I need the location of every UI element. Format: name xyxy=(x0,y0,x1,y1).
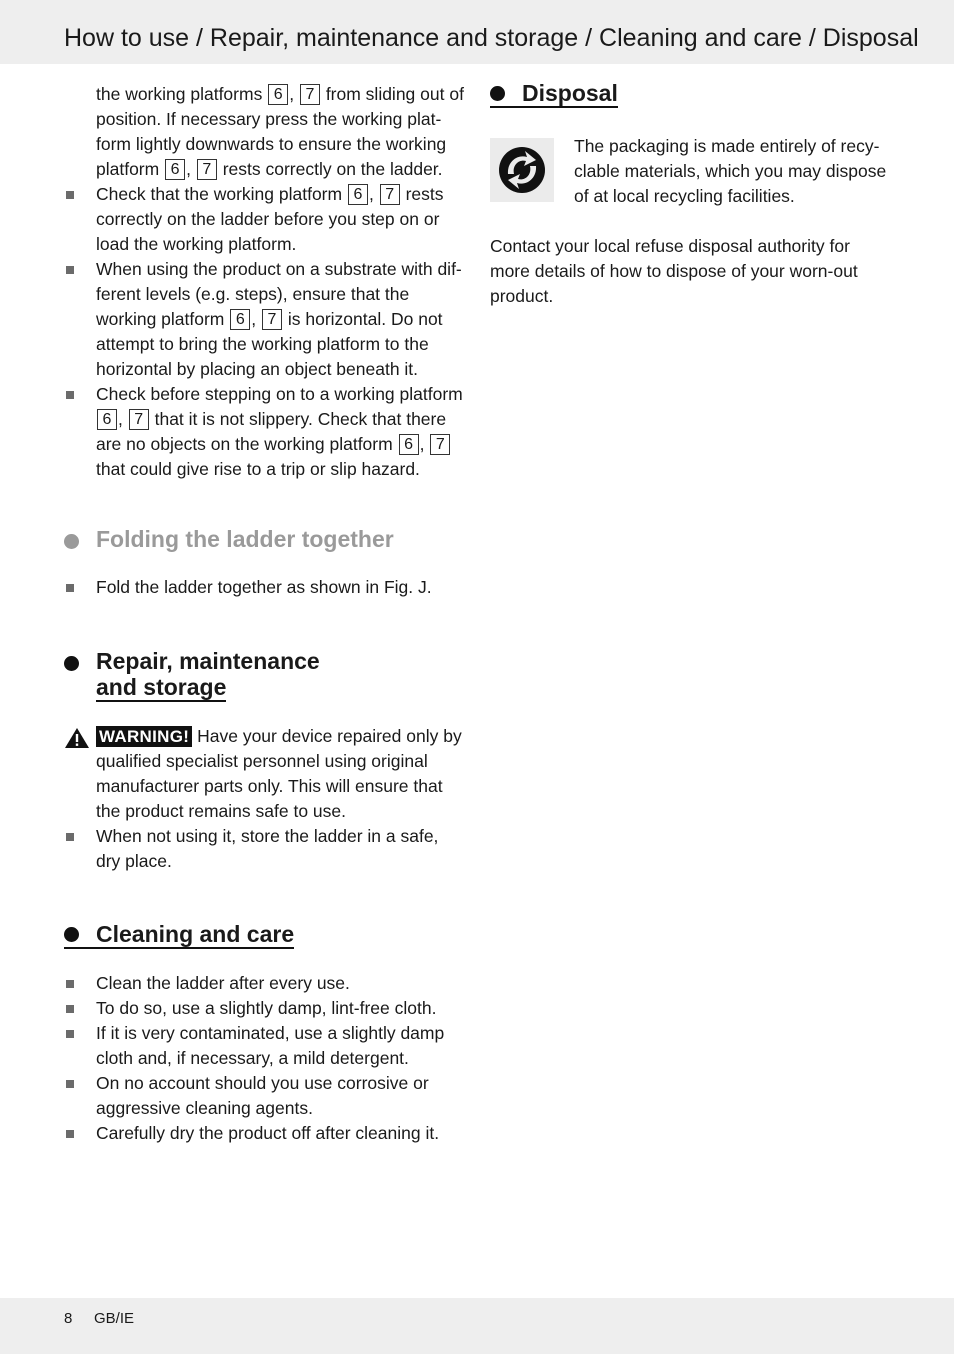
list-item xyxy=(64,1021,464,1071)
section-dot-icon xyxy=(490,86,505,101)
ref-6: 6 xyxy=(97,409,117,430)
cleaning-item-text: To do so, use a slightly damp, lint-free cloth. xyxy=(96,998,437,1018)
warning-triangle-icon xyxy=(64,727,90,749)
intro-text-a: the working platforms xyxy=(96,84,263,104)
ref-6: 6 xyxy=(399,434,419,455)
square-bullet-icon xyxy=(66,1080,74,1088)
square-bullet-icon xyxy=(66,191,74,199)
repair-heading-line2: and storage xyxy=(96,674,227,700)
square-bullet-icon xyxy=(66,391,74,399)
square-bullet-icon xyxy=(66,1005,74,1013)
cleaning-item-text: Carefully dry the product off after cleaning it. xyxy=(96,1123,440,1143)
cleaning-item-text: If it is very contaminated, use a slightly damp cloth and, if necessary, a mild detergent. xyxy=(96,1023,445,1068)
square-bullet-icon xyxy=(66,266,74,274)
intro-text-c: rests correctly on the ladder. xyxy=(222,159,443,179)
section-dot-icon xyxy=(64,656,79,671)
repair-heading-line1: Repair, maintenance xyxy=(96,648,320,674)
list-item: Check that the working platform 6 , 7 rests correctly on the ladder before you step on or load the working platform. xyxy=(64,182,464,257)
language-code: GB/IE xyxy=(94,1310,135,1327)
ref-6: 6 xyxy=(230,309,250,330)
usage-list xyxy=(64,182,464,482)
section-title: Cleaning and care xyxy=(96,921,295,947)
ref-6: 6 xyxy=(268,84,288,105)
bullet2-text-b: is horizontal. Do not attempt to bring the working platform to the horizontal by placing an object beneath it. xyxy=(96,309,443,379)
ref-7: 7 xyxy=(262,309,282,330)
ref-7: 7 xyxy=(197,159,217,180)
bullet3-text-a: Check before stepping on to a working platform xyxy=(96,384,463,404)
bullet3-text-b: that it is not slippery. Check that there are no objects on the working platform xyxy=(96,409,447,454)
list-item: When using the product on a substrate with dif-ferent levels (e.g. steps), ensure that the working platform 6 , 7 is horizontal. Do not attempt to bring the working platform to the horizontal by placing an object beneath it. xyxy=(64,257,464,382)
ref-7: 7 xyxy=(129,409,149,430)
square-bullet-icon xyxy=(66,980,74,988)
square-bullet-icon xyxy=(66,833,74,841)
left-column xyxy=(64,82,464,1146)
ref-7: 7 xyxy=(430,434,450,455)
square-bullet-icon xyxy=(66,584,74,592)
section-title: Disposal xyxy=(522,80,618,106)
page-footer xyxy=(0,1298,954,1354)
square-bullet-icon xyxy=(66,1130,74,1138)
section-dot-icon xyxy=(64,927,79,942)
square-bullet-icon xyxy=(66,1030,74,1038)
section-title: Folding the ladder together xyxy=(96,526,394,552)
folding-section-heading xyxy=(64,526,464,553)
bullet1-text-b: rests correctly on the ladder before you step on or load the working platform. xyxy=(96,184,444,254)
intro-paragraph: the working platforms 6 , 7 from sliding out of position. If necessary press the working plat-form lightly downwards to ensure the working platform 6 , 7 rests correctly on the ladder. xyxy=(96,84,464,179)
ref-7: 7 xyxy=(380,184,400,205)
green-dot-recycling-icon xyxy=(490,138,554,202)
warning-paragraph xyxy=(64,724,464,824)
folding-list xyxy=(64,575,464,600)
right-column xyxy=(490,80,890,309)
disposal-section-heading xyxy=(490,80,618,108)
ref-7: 7 xyxy=(300,84,320,105)
list-item xyxy=(64,1071,464,1121)
cleaning-item-text: Clean the ladder after every use. xyxy=(96,973,350,993)
packaging-text: The packaging is made entirely of recy-clable materials, which you may dispose of at local recycling facilities. xyxy=(574,136,887,206)
page-header xyxy=(0,0,954,64)
bullet3-text-c: that could give rise to a trip or slip hazard. xyxy=(96,459,420,479)
bullet2-text-a: When using the product on a substrate with dif-ferent levels (e.g. steps), ensure that the working platform xyxy=(96,259,462,329)
storage-list xyxy=(64,824,464,874)
section-dot-icon xyxy=(64,534,79,549)
contact-text: Contact your local refuse disposal authority for more details of how to dispose of your worn-out product. xyxy=(490,236,858,306)
page-number: 8 xyxy=(64,1310,73,1327)
intro-text-b: from sliding out of position. If necessary press the working plat-form lightly downwards to ensure the working platform xyxy=(96,84,464,179)
list-item: Check before stepping on to a working platform 6 , 7 that it is not slippery. Check that there are no objects on the working platform 6 , 7 that could give rise to a trip or slip hazard. xyxy=(64,382,464,482)
ref-6: 6 xyxy=(165,159,185,180)
list-item xyxy=(64,1121,464,1146)
list-item xyxy=(64,575,464,600)
list-item xyxy=(64,971,464,996)
cleaning-section-heading xyxy=(64,921,464,949)
bullet1-text-a: Check that the working platform xyxy=(96,184,343,204)
cleaning-item-text: On no account should you use corrosive or aggressive cleaning agents. xyxy=(96,1073,429,1118)
list-item xyxy=(64,824,464,874)
warning-text: Have your device repaired only by qualified specialist personnel using original manufacturer parts only. This will ensure that the product remains safe to use. xyxy=(96,726,462,821)
list-item xyxy=(64,996,464,1021)
warning-label: WARNING! xyxy=(96,726,192,747)
ref-6: 6 xyxy=(348,184,368,205)
header-title: How to use / Repair, maintenance and storage / Cleaning and care / Disposal xyxy=(64,24,919,52)
storage-item-text: When not using it, store the ladder in a safe, dry place. xyxy=(96,826,439,871)
repair-section-heading xyxy=(64,648,464,702)
folding-item-text: Fold the ladder together as shown in Fig. J. xyxy=(96,577,432,597)
cleaning-list xyxy=(64,971,464,1146)
packaging-block xyxy=(490,134,890,209)
